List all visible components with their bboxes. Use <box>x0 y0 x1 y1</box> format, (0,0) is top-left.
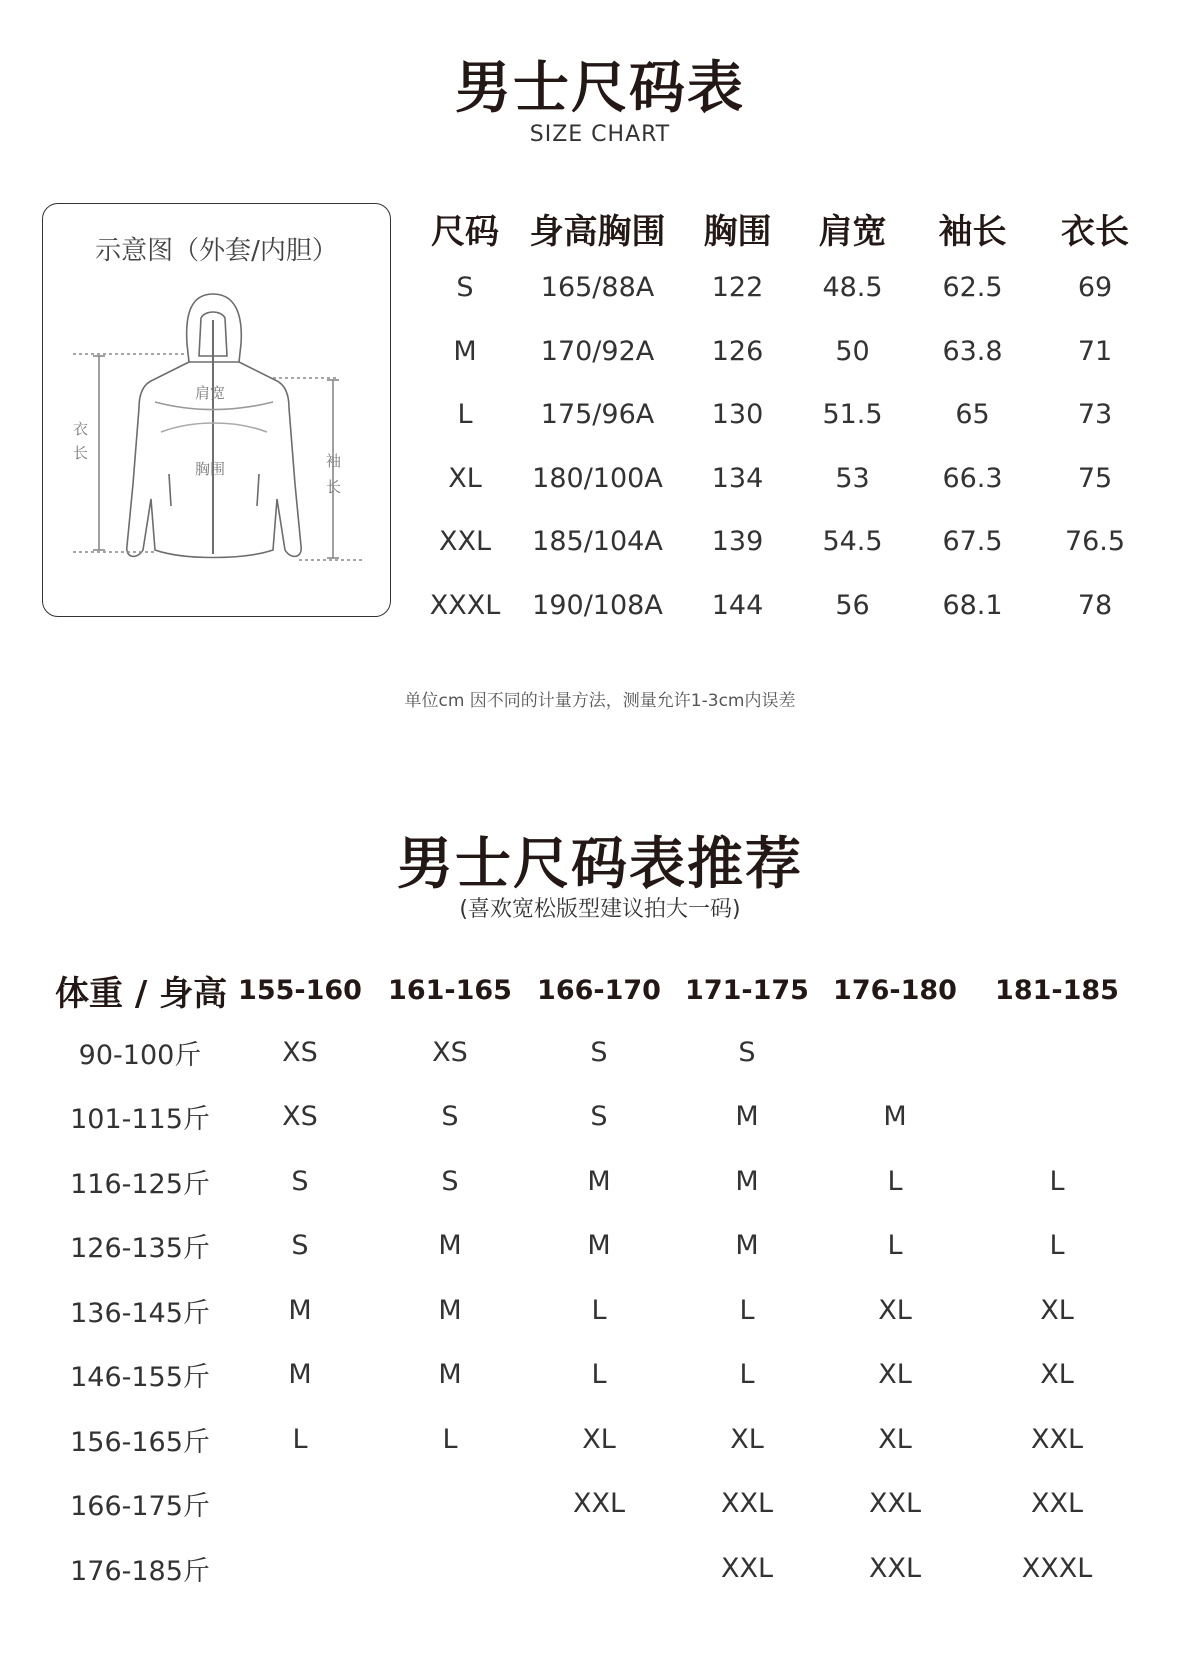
size-cell: XL <box>730 1423 764 1455</box>
size-cell: XXL <box>868 1552 922 1584</box>
size-cell: XS <box>282 1036 318 1068</box>
size-cell: S <box>441 1165 459 1197</box>
weight-cell: 90-100斤 <box>78 1039 202 1071</box>
size-cell: M <box>288 1359 312 1391</box>
sleeve-label-char2: 长 <box>326 478 342 496</box>
size-cell: M <box>288 1294 312 1326</box>
recommend-title: 男士尺码表推荐 <box>397 832 803 897</box>
height-header: 161-165 <box>388 974 512 1006</box>
size-cell: L <box>739 1359 755 1391</box>
size-cell: XL <box>1040 1359 1074 1391</box>
header-sleeve: 袖长 <box>938 211 1007 252</box>
size-cell: L <box>292 1423 308 1455</box>
size-cell: XS <box>432 1036 468 1068</box>
size-cell: XXL <box>1030 1488 1084 1520</box>
height-header: 166-170 <box>537 974 661 1006</box>
size-cell: L <box>457 399 473 431</box>
shoulder-cell: 48.5 <box>822 272 883 304</box>
size-table <box>420 200 1160 637</box>
header-chest: 胸围 <box>703 211 772 252</box>
size-cell <box>375 1472 525 1537</box>
recommend-table <box>55 960 1145 1601</box>
size-cell <box>225 1536 375 1601</box>
size-cell: XL <box>878 1294 912 1326</box>
table-row <box>420 383 1160 447</box>
measurement-note: 单位cm 因不同的计量方法，测量允许1-3cm内误差 <box>404 691 796 711</box>
weight-height-header: 体重 / 身高 <box>55 973 228 1014</box>
chest-cell: 122 <box>711 272 764 304</box>
height-header: 181-185 <box>995 974 1119 1006</box>
height-chest-cell: 180/100A <box>532 462 663 494</box>
size-cell: M <box>453 335 477 367</box>
table-row <box>420 256 1160 320</box>
size-cell: L <box>1049 1230 1065 1262</box>
header-length: 衣长 <box>1061 211 1129 252</box>
size-cell: M <box>735 1230 759 1262</box>
size-cell: XXL <box>438 526 492 558</box>
table-row <box>55 1149 1145 1214</box>
table-row <box>55 1085 1145 1150</box>
chest-cell: 130 <box>711 399 764 431</box>
size-cell <box>969 1020 1145 1085</box>
size-cell: XXXL <box>429 589 501 621</box>
size-cell: L <box>887 1165 903 1197</box>
size-cell: M <box>883 1101 907 1133</box>
length-cell: 69 <box>1077 272 1113 304</box>
header-size: 尺码 <box>431 211 499 252</box>
table-row <box>420 574 1160 638</box>
size-cell <box>375 1536 525 1601</box>
weight-cell: 136-145斤 <box>70 1297 210 1329</box>
jacket-illustration <box>63 284 373 604</box>
size-cell <box>525 1536 673 1601</box>
table-row <box>55 1214 1145 1279</box>
height-chest-cell: 190/108A <box>532 589 663 621</box>
size-cell: S <box>590 1036 608 1068</box>
size-cell: XS <box>282 1101 318 1133</box>
sleeve-cell: 63.8 <box>942 335 1003 367</box>
size-cell: S <box>291 1165 309 1197</box>
weight-cell: 116-125斤 <box>70 1168 210 1200</box>
header-height-chest: 身高胸围 <box>529 211 666 252</box>
size-cell <box>225 1472 375 1537</box>
size-cell: M <box>735 1101 759 1133</box>
size-cell: L <box>739 1294 755 1326</box>
size-cell: L <box>591 1359 607 1391</box>
recommend-subtitle: (喜欢宽松版型建议拍大一码) <box>459 897 741 922</box>
shoulder-cell: 56 <box>835 589 870 621</box>
weight-cell: 156-165斤 <box>70 1426 210 1458</box>
size-cell: XXL <box>1030 1423 1084 1455</box>
length-cell: 71 <box>1077 335 1113 367</box>
length-label-char1: 衣 <box>73 420 89 438</box>
length-cell: 78 <box>1077 589 1113 621</box>
shoulder-cell: 50 <box>835 335 870 367</box>
shoulder-cell: 51.5 <box>822 399 883 431</box>
size-cell: XL <box>582 1423 616 1455</box>
sleeve-cell: 66.3 <box>942 462 1003 494</box>
weight-cell: 126-135斤 <box>70 1233 210 1265</box>
weight-cell: 146-155斤 <box>70 1362 210 1394</box>
weight-cell: 176-185斤 <box>70 1555 210 1587</box>
chest-cell: 134 <box>711 462 764 494</box>
size-chart-subtitle: SIZE CHART <box>529 122 671 147</box>
table-row <box>55 1343 1145 1408</box>
length-cell: 73 <box>1077 399 1113 431</box>
size-table-header <box>420 200 1160 256</box>
table-row <box>420 320 1160 384</box>
size-cell: S <box>590 1101 608 1133</box>
size-cell: M <box>438 1294 462 1326</box>
table-row <box>420 510 1160 574</box>
size-cell: XL <box>878 1359 912 1391</box>
size-cell: M <box>587 1230 611 1262</box>
measurement-diagram <box>42 203 391 617</box>
size-cell: L <box>442 1423 458 1455</box>
weight-cell: 101-115斤 <box>70 1104 210 1136</box>
size-cell: XL <box>878 1423 912 1455</box>
diagram-caption: 示意图（外套/内胆） <box>95 236 338 266</box>
height-header: 171-175 <box>685 974 809 1006</box>
sleeve-cell: 62.5 <box>942 272 1003 304</box>
height-chest-cell: 175/96A <box>540 399 655 431</box>
size-cell: XXL <box>720 1488 774 1520</box>
size-cell: L <box>591 1294 607 1326</box>
shoulder-cell: 53 <box>835 462 870 494</box>
size-cell: M <box>735 1165 759 1197</box>
height-chest-cell: 165/88A <box>540 272 655 304</box>
size-cell: XXL <box>720 1552 774 1584</box>
header-shoulder: 肩宽 <box>818 211 887 252</box>
size-cell: S <box>291 1230 309 1262</box>
size-cell: S <box>738 1036 756 1068</box>
height-chest-cell: 170/92A <box>540 335 655 367</box>
size-cell: S <box>441 1101 459 1133</box>
weight-cell: 166-175斤 <box>70 1491 210 1523</box>
shoulder-cell: 54.5 <box>822 526 883 558</box>
table-row <box>55 1407 1145 1472</box>
chest-label: 胸围 <box>195 460 226 478</box>
sleeve-cell: 65 <box>955 399 990 431</box>
table-row <box>420 447 1160 511</box>
size-cell: XL <box>448 462 482 494</box>
size-cell: L <box>1049 1165 1065 1197</box>
length-cell: 76.5 <box>1064 526 1126 558</box>
height-header: 176-180 <box>833 974 957 1006</box>
size-cell <box>821 1020 969 1085</box>
size-cell: XXL <box>868 1488 922 1520</box>
recommend-header <box>55 960 1145 1020</box>
size-cell <box>969 1085 1145 1150</box>
chest-cell: 126 <box>711 335 764 367</box>
table-row <box>55 1536 1145 1601</box>
length-label-char2: 长 <box>73 444 89 462</box>
sleeve-label-char1: 袖 <box>326 452 342 470</box>
size-cell: XL <box>1040 1294 1074 1326</box>
height-header: 155-160 <box>238 974 362 1006</box>
sleeve-cell: 67.5 <box>942 526 1003 558</box>
sleeve-cell: 68.1 <box>942 589 1003 621</box>
size-cell: M <box>438 1230 462 1262</box>
chest-cell: 139 <box>711 526 764 558</box>
size-cell: XXXL <box>1021 1552 1093 1584</box>
table-row <box>55 1472 1145 1537</box>
size-cell: XXL <box>572 1488 626 1520</box>
length-cell: 75 <box>1077 462 1113 494</box>
table-row <box>55 1020 1145 1085</box>
chest-cell: 144 <box>711 589 764 621</box>
size-cell: S <box>456 272 474 304</box>
table-row <box>55 1278 1145 1343</box>
height-chest-cell: 185/104A <box>532 526 663 558</box>
size-cell: M <box>587 1165 611 1197</box>
size-chart-title: 男士尺码表 <box>455 56 745 121</box>
size-cell: M <box>438 1359 462 1391</box>
shoulder-width-label: 肩宽 <box>195 384 226 402</box>
size-cell: L <box>887 1230 903 1262</box>
